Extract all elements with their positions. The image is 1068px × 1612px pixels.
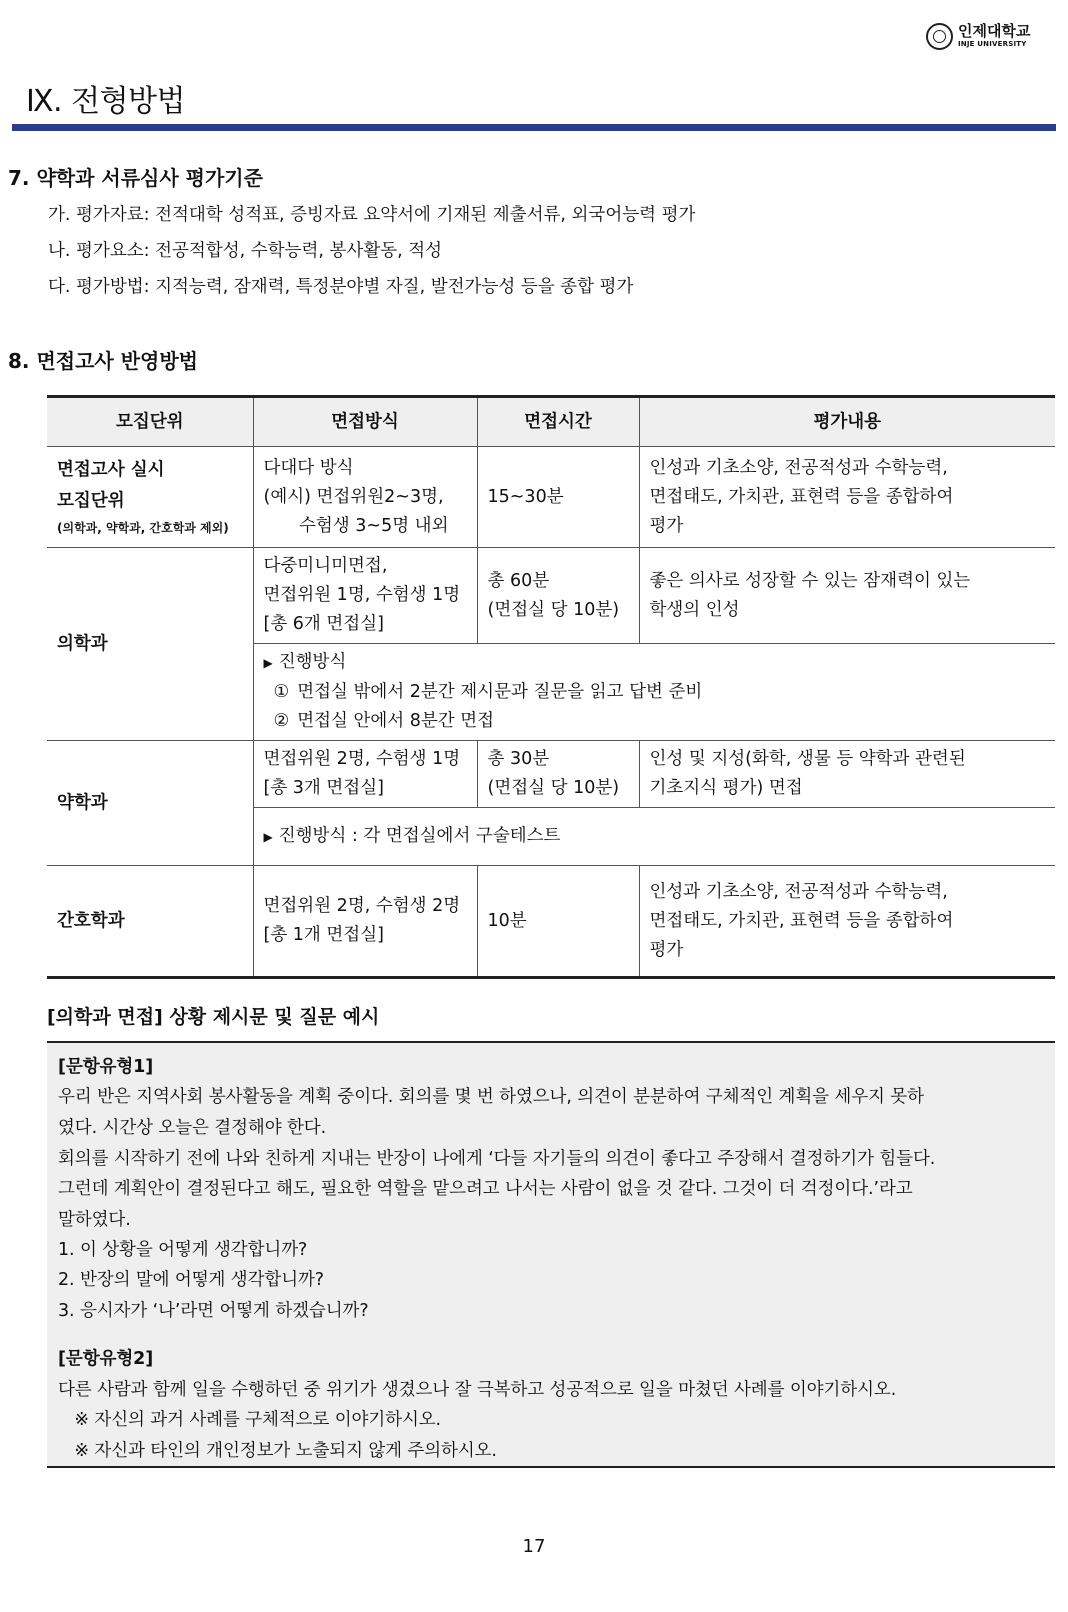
method-line: 면접위원 2명, 수험생 2명 xyxy=(263,896,461,916)
unit-name: 약학과 xyxy=(57,792,108,813)
question-type-2-line: ※ 자신과 타인의 개인정보가 노출되지 않게 주의하시오. xyxy=(58,1441,497,1461)
unit-cell-pharmacy xyxy=(47,741,253,866)
chapter-divider xyxy=(12,124,1056,131)
unit-name-line: 모집단위 xyxy=(57,491,125,511)
method-line: 다중미니미면접, xyxy=(263,556,388,576)
method-cell-pharmacy xyxy=(253,741,477,808)
time-line: 총 60분 xyxy=(487,570,550,591)
content-line: 좋은 의사로 성장할 수 있는 잠재력이 있는 xyxy=(649,570,971,591)
content-cell-general xyxy=(639,447,1055,548)
time-cell-pharmacy xyxy=(477,741,639,808)
content-line: 기초지식 평가) 면접 xyxy=(649,778,803,798)
section-8-title: 8. 면접고사 반영방법 xyxy=(8,349,198,373)
content-line: 인성과 기초소양, 전공적성과 수학능력, xyxy=(649,881,948,902)
content-cell-pharmacy xyxy=(639,741,1055,808)
university-logo xyxy=(926,20,1041,52)
method-line: (예시) 면접위원2~3명, xyxy=(263,486,444,507)
process-cell-pharmacy xyxy=(253,808,1055,866)
content-line: 학생의 인성 xyxy=(649,599,740,620)
method-cell-general xyxy=(253,447,477,548)
unit-name: 의학과 xyxy=(57,633,108,654)
time-line: (면접실 당 10분) xyxy=(487,778,620,798)
question-type-2-label: [문항유형2] xyxy=(58,1349,154,1369)
content-line: 면접태도, 가치관, 표현력 등을 종합하여 xyxy=(649,486,954,507)
question-type-1-line: 우리 반은 지역사회 봉사활동을 계획 중이다. 회의를 몇 번 하였으나, 의견이 분분하여 구체적인 계획을 세우지 못하 xyxy=(58,1087,924,1107)
triangle-bullet-icon: ▶ xyxy=(263,829,273,844)
method-line: [총 1개 면접실] xyxy=(263,925,384,945)
time-cell-general: 15~30분 xyxy=(477,447,639,548)
header-method: 면접방식 xyxy=(253,397,477,447)
question-type-1-line: 였다. 시간상 오늘은 결정해야 한다. xyxy=(58,1118,327,1138)
logo-english-text: INJE UNIVERSITY xyxy=(958,40,1027,48)
time-cell-nursing: 10분 xyxy=(477,866,639,978)
chapter-title: Ⅸ. 전형방법 xyxy=(26,84,186,119)
content-line: 평가 xyxy=(649,515,684,536)
method-line: [총 3개 면접실] xyxy=(263,778,384,798)
section-7-item: 가. 평가자료: 전적대학 성적표, 증빙자료 요약서에 기재된 제출서류, 외국어능력 평가 xyxy=(48,205,696,225)
unit-name-line: 면접고사 실시 xyxy=(57,460,165,480)
table-row-general xyxy=(47,447,1055,548)
method-line: 면접위원 1명, 수험생 1명 xyxy=(263,585,461,605)
question-type-2-line: ※ 자신의 과거 사례를 구체적으로 이야기하시오. xyxy=(58,1410,442,1430)
step-number: ② xyxy=(273,711,290,731)
page-number: 17 xyxy=(522,1536,546,1557)
step-number: ① xyxy=(273,682,290,702)
question-type-1-line: 말하였다. xyxy=(58,1210,131,1230)
logo-korean-text: 인제대학교 xyxy=(958,22,1031,40)
process-title xyxy=(264,648,1046,678)
content-line: 면접태도, 가치관, 표현력 등을 종합하여 xyxy=(649,910,954,931)
method-line: 수험생 3~5명 내외 xyxy=(299,515,449,536)
process-title-text: 진행방식 xyxy=(278,652,347,672)
interview-method-table xyxy=(47,395,1055,979)
content-line: 인성 및 지성(화학, 생물 등 약학과 관련된 xyxy=(649,749,966,769)
section-7-title: 7. 약학과 서류심사 평가기준 xyxy=(8,166,263,190)
unit-cell-nursing xyxy=(47,866,253,978)
step-text: 면접실 밖에서 2분간 제시문과 질문을 읽고 답변 준비 xyxy=(297,682,703,702)
example-title: [의학과 면접] 상황 제시문 및 질문 예시 xyxy=(47,1006,380,1028)
header-unit: 모집단위 xyxy=(47,397,253,447)
unit-cell-general xyxy=(47,447,253,548)
question-type-1-line: 그런데 계획안이 결정된다고 해도, 필요한 역할을 맡으려고 나서는 사람이 없을 것 같다. 그것이 더 걱정이다.’라고 xyxy=(58,1179,913,1199)
content-line: 인성과 기초소양, 전공적성과 수학능력, xyxy=(649,457,948,478)
process-step xyxy=(264,707,1046,736)
university-seal-icon xyxy=(926,23,953,50)
section-7-item: 다. 평가방법: 지적능력, 잠재력, 특정분야별 자질, 발전가능성 등을 종합 평가 xyxy=(48,277,634,297)
method-cell-nursing xyxy=(253,866,477,978)
question-type-1-label: [문항유형1] xyxy=(58,1057,154,1077)
process-cell-medicine xyxy=(253,644,1055,741)
content-cell-medicine xyxy=(639,548,1055,644)
unit-cell-medicine xyxy=(47,548,253,741)
process-text: 진행방식 : 각 면접실에서 구술테스트 xyxy=(278,825,561,846)
unit-name: 간호학과 xyxy=(57,910,125,931)
method-line: 면접위원 2명, 수험생 1명 xyxy=(263,749,461,769)
question-type-1-line: 2. 반장의 말에 어떻게 생각합니까? xyxy=(58,1270,325,1290)
header-content: 평가내용 xyxy=(639,397,1055,447)
table-row-medicine xyxy=(47,548,1055,644)
time-line: (면접실 당 10분) xyxy=(487,599,620,620)
table-row-nursing xyxy=(47,866,1055,978)
triangle-bullet-icon: ▶ xyxy=(263,656,273,670)
content-cell-nursing xyxy=(639,866,1055,978)
table-header-row xyxy=(47,397,1055,447)
section-7-item: 나. 평가요소: 전공적합성, 수학능력, 봉사활동, 적성 xyxy=(48,241,443,261)
method-line: [총 6개 면접실] xyxy=(263,614,384,634)
table-row-pharmacy xyxy=(47,741,1055,808)
question-type-1-line: 3. 응시자가 ‘나’라면 어떻게 하겠습니까? xyxy=(58,1301,369,1321)
question-type-2-line: 다른 사람과 함께 일을 수행하던 중 위기가 생겼으나 잘 극복하고 성공적으로 일을 마쳤던 사례를 이야기하시오. xyxy=(58,1380,897,1400)
content-line: 평가 xyxy=(649,939,684,960)
unit-note: (의학과, 약학과, 간호학과 제외) xyxy=(57,521,229,535)
question-type-1-line: 회의를 시작하기 전에 나와 친하게 지내는 반장이 나에게 ‘다들 자기들의 의견이 좋다고 주장해서 결정하기가 힘들다. xyxy=(58,1149,936,1169)
method-line: 다대다 방식 xyxy=(263,457,354,478)
step-text: 면접실 안에서 8분간 면접 xyxy=(297,711,495,731)
header-time: 면접시간 xyxy=(477,397,639,447)
process-step xyxy=(264,678,1046,707)
question-type-1-line: 1. 이 상황을 어떻게 생각합니까? xyxy=(58,1240,308,1260)
time-line: 총 30분 xyxy=(487,749,550,769)
method-cell-medicine xyxy=(253,548,477,644)
time-cell-medicine xyxy=(477,548,639,644)
